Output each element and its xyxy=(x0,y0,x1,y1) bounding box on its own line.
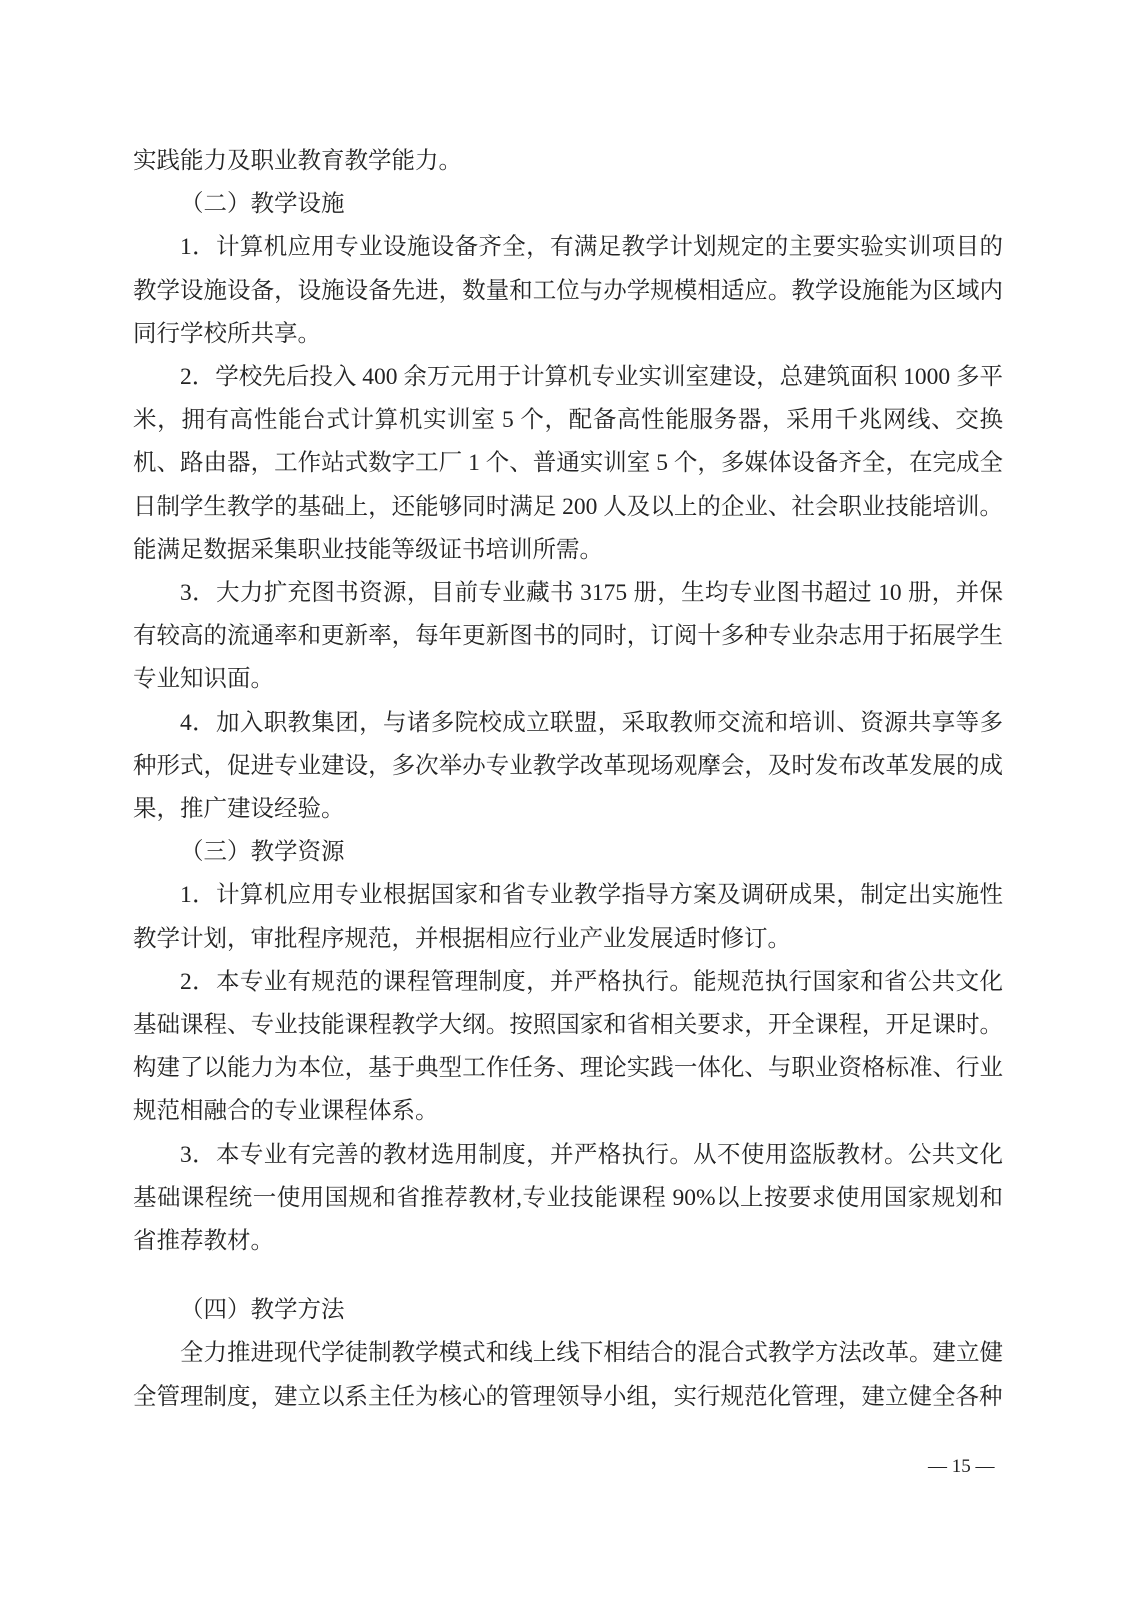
paragraph: 1．计算机应用专业设施设备齐全，有满足教学计划规定的主要实验实训项目的教学设施设备，设施设备先进，数量和工位与办学规模相适应。教学设施能为区域内同行学校所共享。 xyxy=(133,234,1003,347)
section-heading: （二）教学设施 xyxy=(180,191,345,218)
paragraph: 2．本专业有规范的课程管理制度，并严格执行。能规范执行国家和省公共文化基础课程、专业技能课程教学大纲。按照国家和省相关要求，开全课程，开足课时。构建了以能力为本位，基于典型工作任务、理论实践一体化、与职业资格标准、行业规范相融合的专业课程体系。 xyxy=(133,968,1003,1125)
paragraph: 实践能力及职业教育教学能力。 xyxy=(133,148,462,174)
section-heading: （三）教学资源 xyxy=(180,839,345,866)
paragraph: 1．计算机应用专业根据国家和省专业教学指导方案及调研成果，制定出实施性教学计划，审批程序规范，并根据相应行业产业发展适时修订。 xyxy=(133,882,1003,952)
paragraph: 2．学校先后投入 400 余万元用于计算机专业实训室建设，总建筑面积 1000 多平米，拥有高性能台式计算机实训室 5 个，配备高性能服务器，采用千兆网线、交换机、路由器，工作站式数字工厂 1 个、普通实训室 5 个，多媒体设备齐全，在完成全日制学生教学的基础上，还能够同时满足 200 人及以上的企业、社会职业技能培训。能满足数据采集职业技能等级证书培训所需。 xyxy=(133,364,1003,563)
paragraph: 4．加入职教集团，与诸多院校成立联盟，采取教师交流和培训、资源共享等多种形式，促进专业建设，多次举办专业教学改革现场观摩会，及时发布改革发展的成果，推广建设经验。 xyxy=(133,709,1003,823)
paragraph: 3．本专业有完善的教材选用制度，并严格执行。从不使用盗版教材。公共文化基础课程统一使用国规和省推荐教材,专业技能课程 90%以上按要求使用国家规划和省推荐教材。 xyxy=(133,1141,1003,1255)
paragraph: 全力推进现代学徒制教学模式和线上线下相结合的混合式教学方法改革。建立健全管理制度，建立以系主任为核心的管理领导小组，实行规范化管理，建立健全各种 xyxy=(133,1340,1003,1410)
section-heading: （四）教学方法 xyxy=(180,1297,345,1324)
document-body xyxy=(133,140,1003,1419)
paragraph: 3．大力扩充图书资源，目前专业藏书 3175 册，生均专业图书超过 10 册，并保有较高的流通率和更新率，每年更新图书的同时，订阅十多种专业杂志用于拓展学生专业知识面。 xyxy=(133,580,1003,693)
page-number: — 15 — xyxy=(928,1456,995,1477)
